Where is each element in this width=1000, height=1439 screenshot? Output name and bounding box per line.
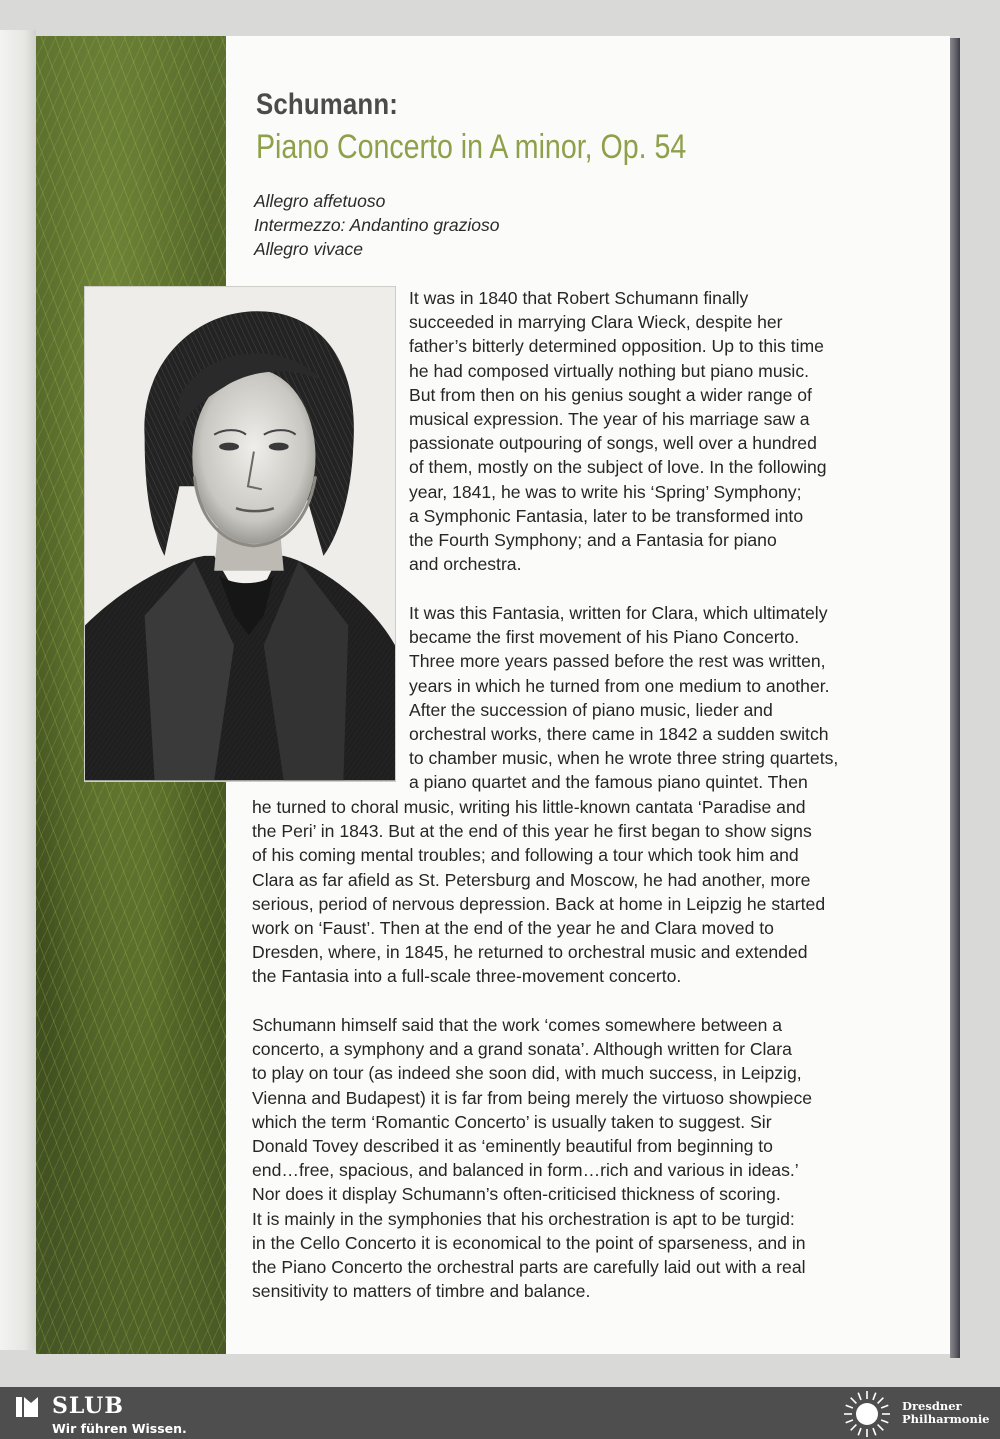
text-line: But from then on his genius sought a wider range of: [409, 384, 812, 405]
library-tagline: Wir führen Wissen.: [52, 1421, 187, 1436]
text-line: to play on tour (as indeed she soon did, with much success, in Leipzig,: [252, 1063, 802, 1084]
orchestra-name-line: Dresdner: [902, 1399, 962, 1413]
text-line: the Fourth Symphony; and a Fantasia for piano: [409, 529, 777, 550]
text-line: passionate outpouring of songs, well over a hundred: [409, 433, 817, 454]
text-line: Nor does it display Schumann’s often-criticised thickness of scoring.: [252, 1184, 781, 1205]
text-line: Schumann himself said that the work ‘comes somewhere between a: [252, 1015, 783, 1035]
scan-page-edge-right: [950, 38, 960, 1358]
text-line: the Fantasia into a full-scale three-movement concerto.: [252, 966, 682, 987]
page-content: [36, 36, 950, 1354]
text-line: he had composed virtually nothing but piano music.: [409, 360, 810, 381]
text-line: orchestral works, there came in 1842 a sudden switch: [409, 723, 829, 744]
text-line: which the term ‘Romantic Concerto’ is usually taken to suggest. Sir: [252, 1111, 772, 1132]
text-line: he turned to choral music, writing his little-known cantata ‘Paradise and: [252, 797, 806, 817]
text-line: a piano quartet and the famous piano quintet. Then: [409, 772, 808, 793]
composer-heading: Schumann:: [256, 88, 399, 121]
paragraph-3: [252, 1013, 812, 1303]
composer-portrait: [84, 286, 396, 782]
text-line: Vienna and Budapest) it is far from being merely the virtuoso showpiece: [252, 1087, 813, 1108]
paragraph-1: [409, 286, 827, 576]
text-line: in the Cello Concerto it is economical to the point of sparseness, and in: [252, 1232, 806, 1253]
text-line: Three more years passed before the rest was written,: [409, 651, 826, 672]
book-logo-icon: [14, 1394, 40, 1420]
orchestra-name: [902, 1400, 990, 1426]
text-line: to chamber music, when he wrote three string quartets,: [409, 748, 839, 769]
scan-page-edge-left: [0, 30, 36, 1350]
text-line: concerto, a symphony and a grand sonata’. Although written for Clara: [252, 1039, 792, 1060]
text-line: year, 1841, he was to write his ‘Spring’ Symphony;: [409, 481, 802, 502]
text-line: sensitivity to matters of timbre and balance.: [252, 1281, 591, 1302]
text-line: the Peri’ in 1843. But at the end of this year he first began to show signs: [252, 821, 812, 842]
text-line: of his coming mental troubles; and following a tour which took him and: [252, 845, 799, 866]
text-line: father’s bitterly determined opposition. Up to this time: [409, 336, 824, 357]
library-name: SLUB: [52, 1393, 124, 1419]
text-line: end…free, spacious, and balanced in form…rich and various in ideas.’: [252, 1160, 799, 1181]
text-line: work on ‘Faust’. Then at the end of the year he and Clara moved to: [252, 917, 774, 938]
text-line: and orchestra.: [409, 554, 522, 575]
movement-item: Allegro affetuoso: [254, 191, 386, 211]
movement-item: Intermezzo: Andantino grazioso: [254, 215, 500, 235]
text-line: years in which he turned from one medium to another.: [409, 675, 830, 696]
text-line: succeeded in marrying Clara Wieck, despite her: [409, 312, 783, 333]
text-line: Clara as far afield as St. Petersburg and Moscow, he had another, more: [252, 869, 811, 890]
text-line: It was in 1840 that Robert Schumann finally: [409, 288, 749, 308]
programme-page: [36, 36, 950, 1354]
movement-item: Allegro vivace: [254, 239, 363, 259]
movement-list: [254, 189, 499, 261]
text-line: became the first movement of his Piano Concerto.: [409, 627, 800, 648]
text-line: Dresden, where, in 1845, he returned to orchestral music and extended: [252, 942, 808, 963]
text-line: of them, mostly on the subject of love. In the following: [409, 457, 827, 478]
text-line: It is mainly in the symphonies that his orchestration is apt to be turgid:: [252, 1208, 795, 1229]
orchestra-name-line: Philharmonie: [902, 1412, 990, 1426]
sunburst-logo-icon: [843, 1390, 891, 1438]
portrait-engraving: [85, 287, 395, 781]
work-title: Piano Concerto in A minor, Op. 54: [256, 128, 687, 166]
text-line: It was this Fantasia, written for Clara, which ultimately: [409, 603, 828, 623]
text-line: serious, period of nervous depression. Back at home in Leipzig he started: [252, 893, 826, 914]
text-line: the Piano Concerto the orchestral parts are carefully laid out with a real: [252, 1256, 806, 1277]
footer-bar: [0, 1387, 1000, 1439]
paragraph-2-lower: [252, 795, 825, 989]
text-line: musical expression. The year of his marriage saw a: [409, 408, 810, 429]
text-line: Donald Tovey described it as ‘eminently beautiful from beginning to: [252, 1135, 773, 1156]
text-line: a Symphonic Fantasia, later to be transformed into: [409, 505, 804, 526]
paragraph-2-upper: [409, 601, 838, 795]
text-line: After the succession of piano music, lieder and: [409, 699, 773, 720]
